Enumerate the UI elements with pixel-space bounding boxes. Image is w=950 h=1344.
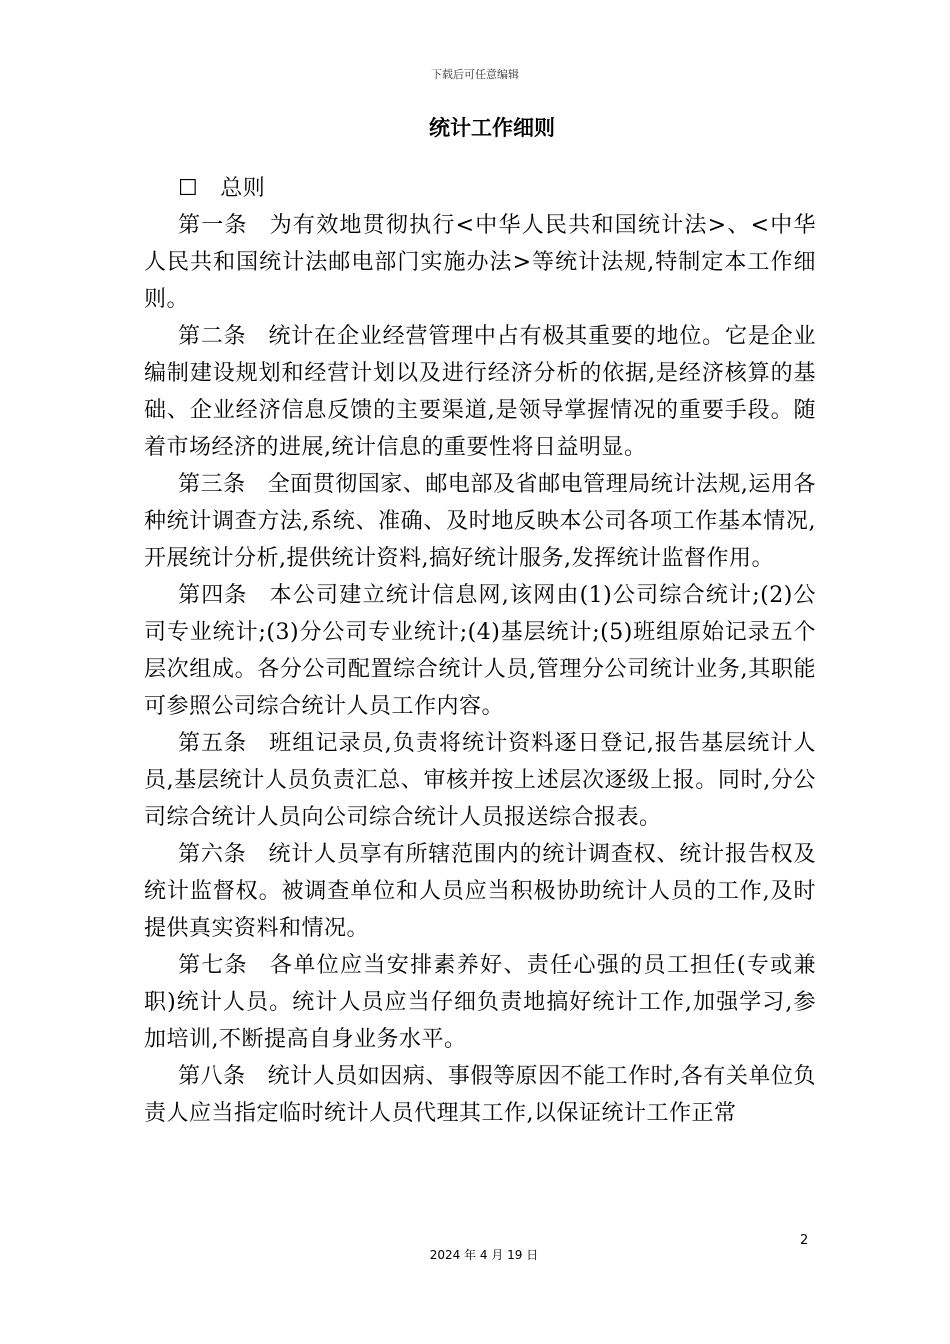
article-3	[144, 466, 816, 577]
article-number: 第三条	[178, 472, 246, 497]
article-1	[144, 207, 816, 318]
article-6	[144, 836, 816, 947]
article-8	[144, 1058, 816, 1132]
article-number: 第一条	[178, 213, 248, 238]
document-title: 统计工作细则	[429, 116, 555, 140]
article-text: 班组记录员,负责将统计资料逐日登记,报告基层统计人员,基层统计人员负责汇总、审核并按上述层次逐级上报。同时,分公司综合统计人员向公司综合统计人员报送综合报表。	[144, 731, 816, 830]
article-2	[144, 318, 816, 466]
section-heading-text: 总则	[220, 176, 266, 201]
article-number: 第二条	[178, 324, 247, 349]
section-heading	[144, 170, 816, 207]
article-4	[144, 577, 816, 725]
article-text: 统计人员享有所辖范围内的统计调查权、统计报告权及统计监督权。被调查单位和人员应当积极协助统计人员的工作,及时提供真实资料和情况。	[144, 842, 816, 941]
article-5	[144, 725, 816, 836]
article-text: 全面贯彻国家、邮电部及省邮电管理局统计法规,运用各种统计调查方法,系统、准确、及时地反映本公司各项工作基本情况,开展统计分析,提供统计资料,搞好统计服务,发挥统计监督作用。	[144, 472, 816, 571]
article-number: 第五条	[178, 731, 248, 756]
article-number: 第七条	[178, 953, 249, 978]
document-body	[144, 170, 816, 1132]
article-number: 第八条	[178, 1064, 246, 1089]
checkbox-icon: ☐	[178, 176, 199, 201]
article-text: 本公司建立统计信息网,该网由(1)公司综合统计;(2)公司专业统计;(3)分公司专业统计;(4)基层统计;(5)班组原始记录五个层次组成。各分公司配置综合统计人员,管理分公司统计业务,其职能可参照公司综合统计人员工作内容。	[144, 583, 816, 719]
article-text: 为有效地贯彻执行<中华人民共和国统计法>、<中华人民共和国统计法邮电部门实施办法>等统计法规,特制定本工作细则。	[144, 213, 816, 312]
article-text: 各单位应当安排素养好、责任心强的员工担任(专或兼职)统计人员。统计人员应当仔细负责地搞好统计工作,加强学习,参加培训,不断提高自身业务水平。	[144, 953, 816, 1052]
article-text: 统计在企业经营管理中占有极其重要的地位。它是企业编制建设规划和经营计划以及进行经济分析的依据,是经济核算的基础、企业经济信息反馈的主要渠道,是领导掌握情况的重要手段。随着市场经济的进展,统计信息的重要性将日益明显。	[144, 324, 816, 460]
article-text: 统计人员如因病、事假等原因不能工作时,各有关单位负责人应当指定临时统计人员代理其工作,以保证统计工作正常	[144, 1064, 816, 1126]
article-7	[144, 947, 816, 1058]
header-note: 下载后可任意编辑	[431, 68, 519, 81]
article-number: 第六条	[178, 842, 247, 867]
page-number: 2	[800, 1233, 809, 1248]
article-number: 第四条	[178, 583, 248, 608]
footer-date: 2024 年 4 月 19 日	[429, 1248, 539, 1262]
